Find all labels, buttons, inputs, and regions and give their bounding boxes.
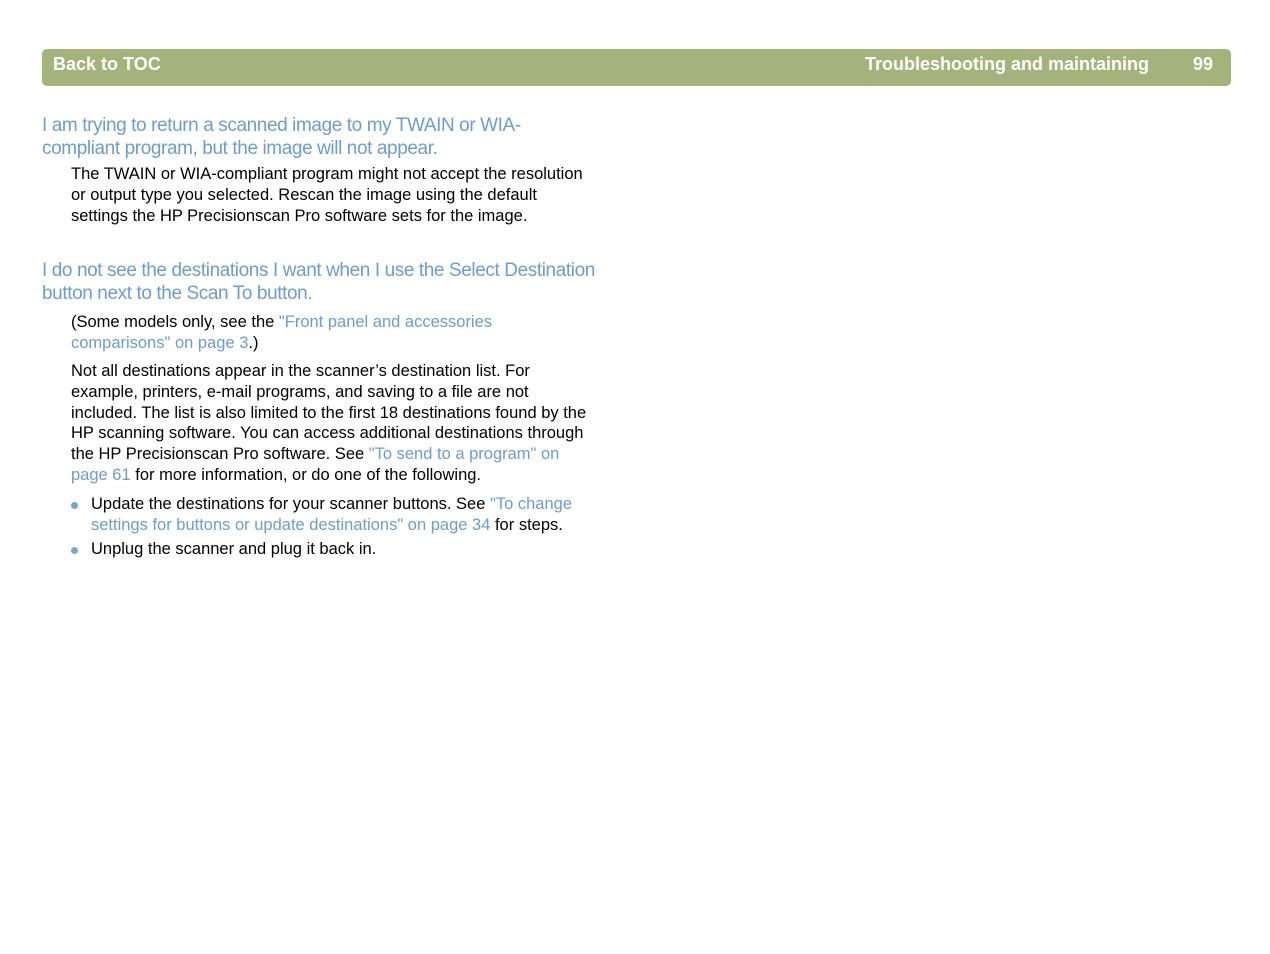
page-number: 99 <box>1192 54 1213 74</box>
list-item <box>91 539 591 560</box>
heading-line: compliant program, but the image will not appear. <box>42 138 438 159</box>
paragraph-destinations <box>42 361 591 486</box>
text-run: Not all destinations appear in the scanner’s destination list. For example, printers, e-mail programs, and saving to a file are not included. The list is also limited to the first 18 destinations found by the HP scanning software. You can access additional destinations through the HP Precisionscan Pro software. See <box>71 361 587 464</box>
text-run: Update the destinations for your scanner buttons. See <box>91 494 490 513</box>
bullet-icon <box>71 502 78 509</box>
list-item <box>91 494 591 536</box>
text-run: for steps. <box>490 515 563 534</box>
section-heading-twain <box>42 114 602 160</box>
heading-line: I do not see the destinations I want when I use the Select Destination <box>42 260 595 282</box>
heading-line: button next to the Scan To button. <box>42 283 313 305</box>
paragraph-models-note <box>42 312 591 354</box>
paragraph-twain: The TWAIN or WIA-compliant program might not accept the resolution or output type you selected. Rescan the image using the default settings the HP Precisionscan Pro software sets for the image. <box>71 165 583 225</box>
heading-line: I am trying to return a scanned image to my TWAIN or WIA- <box>42 115 521 136</box>
section-heading-destinations <box>42 259 602 305</box>
section-title: Troubleshooting and maintaining <box>865 54 1149 74</box>
bullet-list <box>42 494 591 560</box>
front-panel-comparisons-link[interactable]: "Front panel and accessories comparisons" on page 3 <box>71 313 493 353</box>
back-to-toc-link[interactable]: Back to TOC <box>53 54 161 74</box>
text-run: .) <box>248 334 259 353</box>
text-run: Unplug the scanner and plug it back in. <box>91 540 377 559</box>
header-bar <box>42 49 1231 86</box>
send-to-program-link[interactable]: "To send to a program" on page 61 <box>71 445 560 484</box>
page-content <box>42 114 602 560</box>
text-run: (Some models only, see the <box>71 313 279 332</box>
change-button-settings-link[interactable]: "To change settings for buttons or update destinations" on page 34 <box>91 494 573 534</box>
bullet-icon <box>71 547 78 554</box>
text-run: for more information, or do one of the following. <box>130 465 482 484</box>
